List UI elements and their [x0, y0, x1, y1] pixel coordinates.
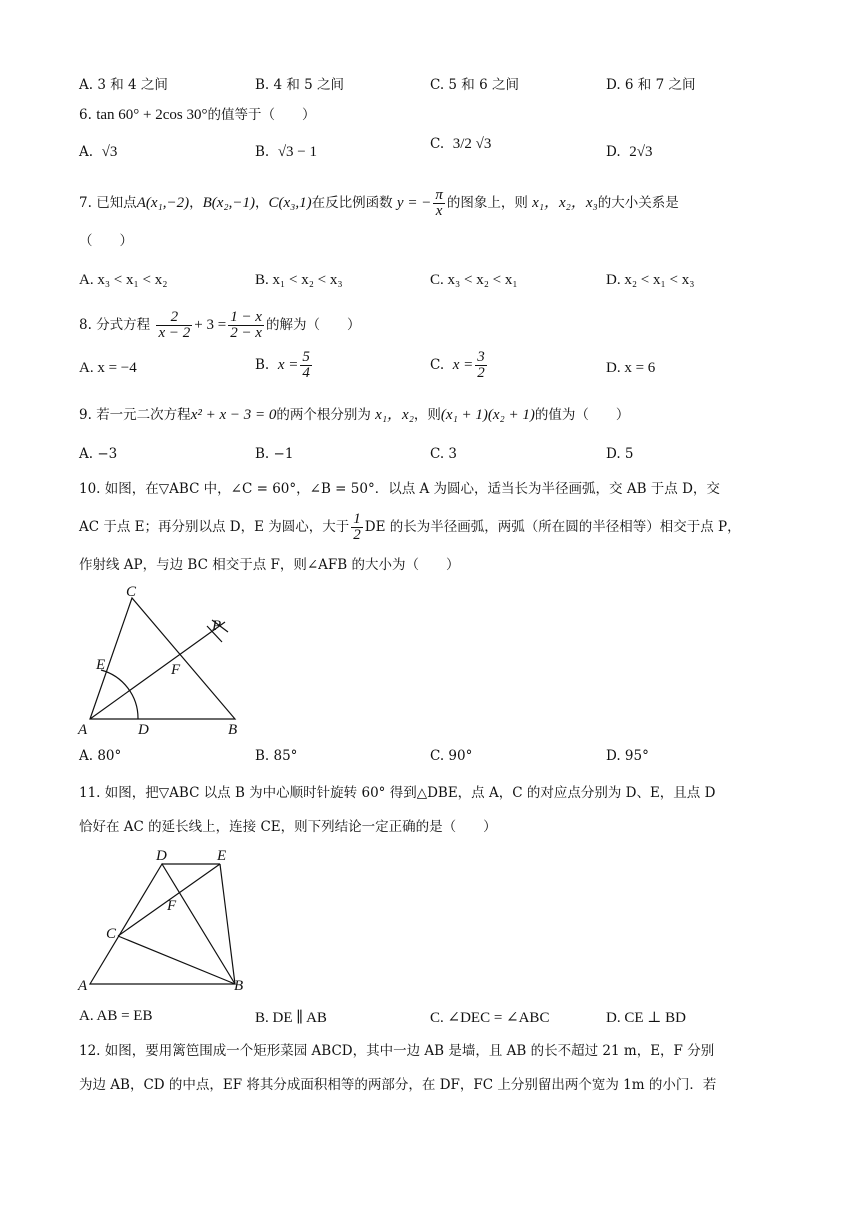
q7-option-a: A. x₃ < x₁ < x₂ [79, 272, 168, 288]
q11-label-e: E [217, 848, 227, 864]
q6-expression: tan 60° + 2cos 30° [96, 107, 208, 123]
q8-option-a: A. x = −4 [79, 360, 137, 376]
q11-label-a: A [78, 978, 88, 994]
q7-option-c: C. x₃ < x₂ < x₁ [430, 272, 518, 288]
q5-option-b: B. 4 和 5 之间 [255, 77, 345, 93]
q5-option-a: A. 3 和 4 之间 [79, 77, 168, 93]
q9-option-c: C. 3 [430, 446, 458, 462]
q7-point-b: B(x₂,−1) [202, 195, 255, 211]
q8-options [79, 349, 784, 382]
q11-figure [70, 846, 260, 994]
q11-label-b: B [234, 978, 244, 994]
q7-point-c: C(x₃,1) [268, 195, 312, 211]
q7-options [79, 272, 784, 294]
q10-option-d: D. 95° [606, 748, 649, 764]
q11-options [79, 1008, 784, 1030]
q11-option-b: B. DE ∥ AB [255, 1010, 327, 1026]
question-6: 6. tan 60° + 2cos 30°的值等于（ ） [79, 107, 316, 123]
q10-label-d: D [138, 722, 149, 738]
q9-option-d: D. 5 [606, 446, 634, 462]
q11-option-a: A. AB = EB [79, 1008, 153, 1024]
q9-option-a: A. −3 [79, 446, 118, 462]
q7-paren: （ ） [79, 233, 133, 249]
q10-line1: 10. 如图，在▽ABC 中，∠C = 60°，∠B = 50°．以点 A 为圆心，适当长为半径画弧，交 AB 于点 D，交 [79, 481, 720, 497]
q10-label-b: B [228, 722, 238, 738]
question-7: 7. 已知点A(x₁,−2)，B(x₂,−1)，C(x₃,1)在反比例函数 y = − $\frac{\pi}{x}$ 的图象上，则 x₁，x₂，x₃的大小关系是 [79, 187, 679, 219]
question-9: 9. 若一元二次方程x² + x − 3 = 0的两个根分别为 x₁，x₂，则(x₁ + 1)(x₂ + 1)的值为（ ） [79, 407, 630, 423]
q12-line1: 12. 如图，要用篱笆围成一个矩形菜园 ABCD，其中一边 AB 是墙，且 AB 的长不超过 21 m，E，F 分别 [79, 1043, 715, 1059]
q10-option-a: A. 80° [79, 748, 122, 764]
q9-option-b: B. −1 [255, 446, 294, 462]
q11-label-c: C [106, 926, 117, 942]
q10-line2: AC 于点 E；再分别以点 D，E 为圆心，大于 $\frac{1}{2}$ DE 的长为半径画弧，两弧（所在圆的半径相等）相交于点 P， [79, 511, 741, 543]
q11-option-d: D. CE ⊥ BD [606, 1010, 686, 1026]
q10-label-a: A [78, 722, 88, 738]
q10-option-c: C. 90° [430, 748, 473, 764]
q10-options [79, 748, 784, 770]
q5-option-c: C. 5 和 6 之间 [430, 77, 519, 93]
q10-label-p: P [212, 618, 222, 634]
q10-label-e: E [96, 657, 106, 673]
q10-option-b: B. 85° [255, 748, 298, 764]
q6-tail: 的值等于（ ） [207, 107, 316, 123]
q11-option-c: C. ∠DEC = ∠ABC [430, 1010, 550, 1026]
q11-line2: 恰好在 AC 的延长线上，连接 CE，则下列结论一定正确的是（ ） [79, 819, 497, 835]
q12-line2: 为边 AB，CD 的中点，EF 将其分成面积相等的两部分，在 DF，FC 上分别留出两个宽为 1m 的小门．若 [79, 1077, 717, 1093]
q11-label-f: F [167, 898, 177, 914]
q6-option-c: C. 3/2 √3 [430, 136, 492, 152]
q11-line1: 11. 如图，把▽ABC 以点 B 为中心顺时针旋转 60° 得到△DBE，点 A，C 的对应点分别为 D、E，且点 D [79, 785, 716, 801]
q6-options [79, 136, 784, 166]
question-8: 8. 分式方程 $\frac{2}{x - 2}$ + 3 = $\frac{1 - x}{2 - x}$ 的解为（ ） [79, 309, 361, 341]
q6-option-d: D. 2√3 [606, 144, 653, 160]
q9-options [79, 446, 784, 468]
q10-figure [70, 582, 250, 740]
q11-label-d: D [156, 848, 167, 864]
q10-line3: 作射线 AP，与边 BC 相交于点 F，则∠AFB 的大小为（ ） [79, 557, 460, 573]
q8-option-c: C. x = $\frac{3}{2}$ [430, 349, 485, 381]
q8-option-b: B. x = $\frac{5}{4}$ [255, 349, 310, 381]
q6-option-b: B. √3 − 1 [255, 144, 318, 160]
q5-option-d: D. 6 和 7 之间 [606, 77, 696, 93]
q7-fraction: $\frac{\pi}{x}$ [435, 187, 443, 219]
q7-option-b: B. x₁ < x₂ < x₃ [255, 272, 343, 288]
q10-label-c: C [126, 584, 137, 600]
q10-label-f: F [171, 662, 181, 678]
q8-option-d: D. x = 6 [606, 360, 656, 376]
q7-option-d: D. x₂ < x₁ < x₃ [606, 272, 695, 288]
q7-point-a: A(x₁,−2) [136, 195, 190, 211]
q6-option-a: A. √3 [79, 144, 118, 160]
q5-options [79, 73, 784, 95]
